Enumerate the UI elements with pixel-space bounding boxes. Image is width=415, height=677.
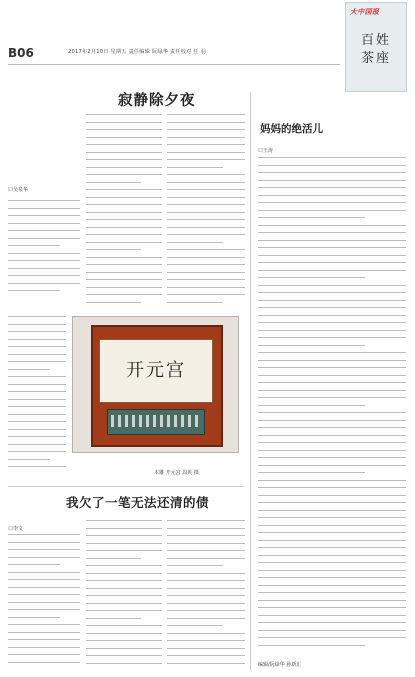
page-number: B06 [8,46,34,60]
page-footer-credit: 编辑/阮绿华 孙新汇 [258,662,302,668]
section-title-line2: 茶座 [360,51,391,66]
article-photo [72,316,239,453]
article-title: 妈妈的绝活儿 [260,123,323,135]
column-divider [250,92,251,670]
section-title-line1: 百姓 [360,33,391,48]
article-body-column-1b [8,195,80,310]
page-header [0,0,415,72]
article-byline: 口李文 [8,526,24,532]
article-body-column-3 [167,114,245,310]
carving-pattern [111,415,199,427]
section-logo [345,2,407,92]
article-body-column-4 [8,316,66,476]
header-rule [8,64,340,65]
article-byline: 口王涛 [258,148,274,154]
masthead-logo: 大中国报 [350,8,380,16]
carving-sign: 开元宫 [99,339,213,403]
article-body-column-2 [86,520,162,672]
article-title: 寂静除夕夜 [118,93,196,109]
dateline: 2017年2月10日 星期五 责任编辑 阮绿华 责任校对 任 羽 [68,49,206,55]
photo-caption: 木雕 开元宫 周英 摄 [154,470,199,476]
article-body-column-2 [86,114,162,310]
article-body-column-1 [8,534,80,672]
article-byline: 口吴泉华 [8,187,29,193]
article-body [258,157,406,657]
article-title: 我欠了一笔无法还清的债 [66,495,210,510]
article-divider [8,486,244,487]
article-body-column-3 [167,520,245,672]
